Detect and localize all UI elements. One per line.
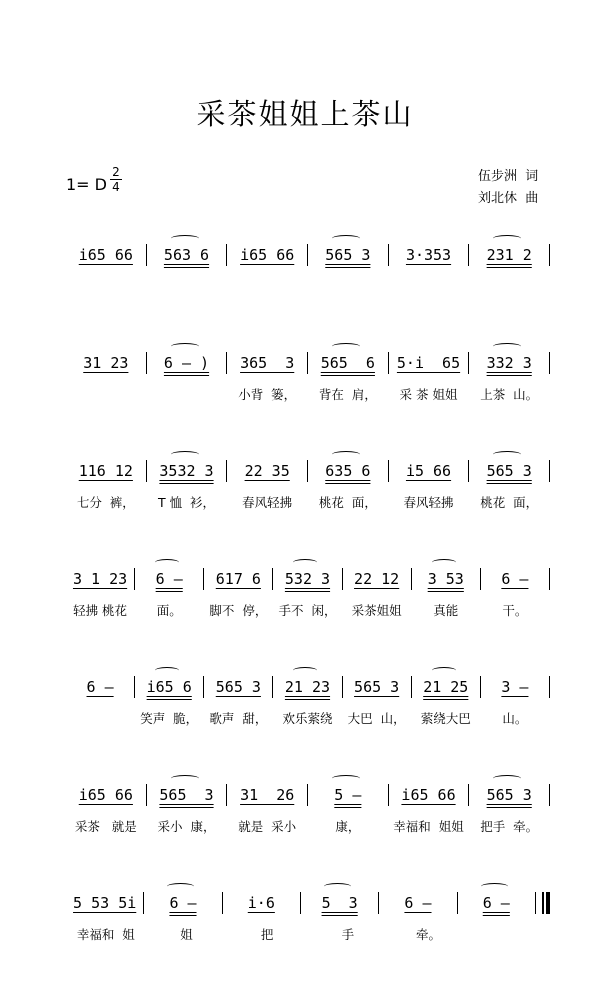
- measure: 5 3: [321, 894, 358, 912]
- measure: 565 3: [486, 462, 532, 480]
- measure: 21 23: [284, 678, 331, 696]
- slur: [493, 451, 521, 458]
- slur: [324, 883, 351, 890]
- lyric: 大巴 山，: [347, 711, 406, 726]
- key-signature: 1= D: [66, 175, 107, 194]
- notation-line: [66, 675, 550, 699]
- lyric: 桃花 面，: [318, 495, 377, 510]
- measure: 22 12: [354, 570, 400, 588]
- measure: 6 –: [501, 570, 529, 588]
- lyric: 真能: [433, 603, 459, 618]
- lyric-line: [66, 599, 550, 621]
- lyric: 萦绕大巴: [420, 711, 471, 726]
- lyric: 桃花 面，: [480, 495, 539, 510]
- score-system: [66, 243, 550, 351]
- measure: i5 66: [405, 462, 452, 480]
- score-system: [66, 351, 550, 459]
- measure: 22 35: [244, 462, 290, 480]
- measure: 21 25: [423, 678, 469, 696]
- measure: i65 6: [146, 678, 192, 696]
- barline: [549, 676, 550, 698]
- lyric: 康，: [335, 819, 361, 834]
- lyric: 春风轻拂: [403, 495, 454, 510]
- measure: 5 53 5i: [73, 894, 137, 912]
- measure: i65 66: [78, 786, 133, 804]
- time-signature: [110, 166, 122, 193]
- measure: 565 3: [354, 678, 400, 696]
- slur: [167, 883, 194, 890]
- slur: [171, 775, 199, 782]
- measure: 31 23: [83, 354, 129, 372]
- measure: 565 6: [320, 354, 375, 372]
- measure: 532 3: [284, 570, 331, 588]
- measure: 3 53: [427, 570, 464, 588]
- notation-line: [66, 351, 550, 375]
- slur: [332, 235, 360, 242]
- lyricist: 伍步洲 词: [478, 169, 539, 184]
- slur: [493, 343, 521, 350]
- slur: [293, 667, 317, 674]
- barline: [549, 244, 550, 266]
- lyric: 面。: [156, 603, 182, 618]
- lyric: 笑声 脆，: [140, 711, 199, 726]
- score-system: [66, 675, 550, 783]
- lyric: 欢乐萦绕: [282, 711, 333, 726]
- lyric: 幸福和 姐姐: [393, 819, 464, 834]
- lyric: 七分 裤，: [76, 495, 135, 510]
- measure: 3·353: [405, 246, 452, 264]
- measure: 365 3: [240, 354, 295, 372]
- slur: [171, 343, 199, 350]
- lyric-line: [66, 815, 550, 837]
- slur: [432, 559, 456, 566]
- lyric: 歌声 甜，: [209, 711, 268, 726]
- credits: [478, 166, 538, 210]
- lyric: 幸福和 姐: [76, 927, 135, 942]
- lyric-line: [66, 275, 550, 297]
- score-system: [66, 459, 550, 567]
- lyric: 把: [260, 927, 274, 942]
- measure: 6 –: [404, 894, 432, 912]
- song-title: 采茶姐姐上茶山: [196, 97, 414, 131]
- lyric: 轻拂 桃花: [73, 603, 128, 618]
- measure: 31 26: [240, 786, 295, 804]
- lyric-line: [66, 923, 550, 945]
- measure: 6 –: [169, 894, 197, 912]
- lyric: 小背 篓，: [238, 387, 297, 402]
- meter-top: 2: [112, 165, 120, 179]
- measure: 231 2: [486, 246, 532, 264]
- measure: 563 6: [163, 246, 210, 264]
- slur: [493, 775, 521, 782]
- measure: 6 –: [86, 678, 114, 696]
- lyric: 牵。: [416, 927, 442, 942]
- lyric: 上茶 山。: [480, 387, 539, 402]
- slur: [155, 559, 179, 566]
- notation-line: [66, 567, 550, 591]
- measure: 5·i 65: [396, 354, 461, 372]
- measure: 6 – ): [163, 354, 210, 372]
- final-barline: [542, 892, 550, 914]
- notation-line: [66, 891, 550, 915]
- lyric: 脚不 停，: [209, 603, 268, 618]
- slur: [293, 559, 317, 566]
- barline: [549, 460, 550, 482]
- measure: 617 6: [215, 570, 261, 588]
- barline: [549, 352, 550, 374]
- measure: 565 3: [486, 786, 532, 804]
- measure: 565 3: [159, 786, 214, 804]
- measure: 116 12: [78, 462, 133, 480]
- notation-line: [66, 783, 550, 807]
- measure: i65 66: [78, 246, 133, 264]
- lyric: 采小 康，: [157, 819, 216, 834]
- measure: 5 –: [334, 786, 362, 804]
- slur: [332, 451, 360, 458]
- measure: i·6: [247, 894, 275, 912]
- measure: 3 –: [501, 678, 529, 696]
- measure: i65 66: [240, 246, 295, 264]
- composer: 刘北休 曲: [478, 191, 539, 206]
- meter-bottom: 4: [112, 180, 120, 194]
- lyric: 采茶 就是: [74, 819, 137, 834]
- slur: [481, 883, 508, 890]
- lyric: 姐: [180, 927, 193, 942]
- lyric: 山。: [502, 711, 528, 726]
- lyric: T 恤 衫，: [157, 495, 216, 510]
- lyric: 采茶姐姐: [351, 603, 402, 618]
- lyric: 干。: [502, 603, 528, 618]
- slur: [332, 343, 360, 350]
- score-system: [66, 891, 550, 999]
- slur: [332, 775, 360, 782]
- score-system: [66, 567, 550, 675]
- lyric: 就是 采小: [238, 819, 297, 834]
- lyric: 手: [341, 927, 355, 942]
- lyric-line: [66, 491, 550, 513]
- barline: [549, 784, 550, 806]
- measure: 6 –: [155, 570, 183, 588]
- measure: 565 3: [215, 678, 261, 696]
- barline: [549, 568, 550, 590]
- lyric: 采 茶 姐姐: [399, 387, 458, 402]
- measure: 332 3: [486, 354, 532, 372]
- lyric: 背在 肩，: [318, 387, 377, 402]
- slur: [155, 667, 179, 674]
- notation-line: [66, 459, 550, 483]
- lyric-line: [66, 707, 550, 729]
- measure: 3532 3: [159, 462, 214, 480]
- slur: [171, 235, 199, 242]
- lyric: 春风轻拂: [242, 495, 293, 510]
- measure: 3 1 23: [72, 570, 128, 588]
- measure: i65 66: [401, 786, 456, 804]
- slur: [171, 451, 199, 458]
- notation-line: [66, 243, 550, 267]
- measure: 6 –: [482, 894, 510, 912]
- measure: 565 3: [325, 246, 371, 264]
- slur: [432, 667, 456, 674]
- slur: [493, 235, 521, 242]
- measure: 635 6: [325, 462, 371, 480]
- lyric-line: [66, 383, 550, 405]
- score-system: [66, 783, 550, 891]
- barline: [535, 892, 536, 914]
- score: [66, 243, 550, 999]
- lyric: 把手 牵。: [480, 819, 539, 834]
- lyric: 手不 闲，: [278, 603, 337, 618]
